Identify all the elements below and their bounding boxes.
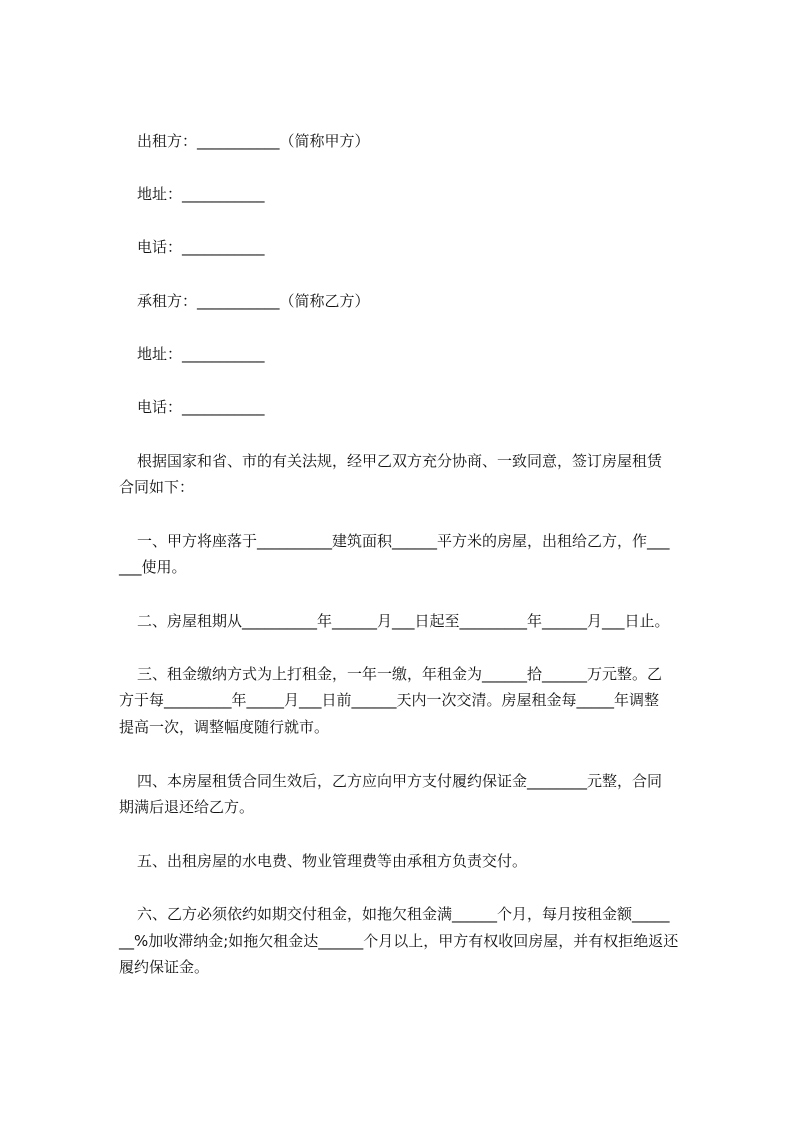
- lessor-line: 出租方：___________（简称甲方）: [137, 132, 370, 150]
- intro-line-2: 合同如下：: [119, 478, 195, 496]
- clause-5-line-1: 五、出租房屋的水电费、物业管理费等由承租方负责交付。: [137, 852, 528, 870]
- clause-3-line-3: 提高一次，调整幅度随行就市。: [119, 718, 330, 736]
- lessee-phone-line: 电话：___________: [137, 398, 265, 416]
- lessee-line: 承租方：___________（简称乙方）: [137, 292, 370, 310]
- lessor-phone-line: 电话：___________: [137, 238, 265, 256]
- clause-3-line-2: 方于每_________年_____月___日前______天内一次交清。房屋租金每_____年调整: [119, 691, 660, 709]
- clause-6-line-1: 六、乙方必须依约如期交付租金，如拖欠租金满______个月，每月按租金额_____: [137, 905, 670, 923]
- clause-1-line-2: ___使用。: [119, 558, 187, 576]
- intro-line-1: 根据国家和省、市的有关法规，经甲乙双方充分协商、一致同意，签订房屋租赁: [137, 452, 663, 470]
- lessee-address-line: 地址：___________: [137, 345, 265, 363]
- clause-6-line-2: __%加收滞纳金;如拖欠租金达______个月以上，甲方有权收回房屋，并有权拒绝返还: [119, 932, 679, 950]
- lessor-address-line: 地址：___________: [137, 185, 265, 203]
- clause-4-line-1: 四、本房屋租赁合同生效后，乙方应向甲方支付履约保证金________元整，合同: [137, 772, 663, 790]
- clause-4-line-2: 期满后退还给乙方。: [119, 798, 255, 816]
- clause-3-line-1: 三、租金缴纳方式为上打租金，一年一缴，年租金为______拾______万元整。乙: [137, 665, 663, 683]
- clause-6-line-3: 履约保证金。: [119, 958, 210, 976]
- clause-2-line-1: 二、房屋租期从__________年______月___日起至_________年______月___日止。: [137, 612, 670, 630]
- clause-1-line-1: 一、甲方将座落于__________建筑面积______平方米的房屋，出租给乙方，作___: [137, 532, 670, 550]
